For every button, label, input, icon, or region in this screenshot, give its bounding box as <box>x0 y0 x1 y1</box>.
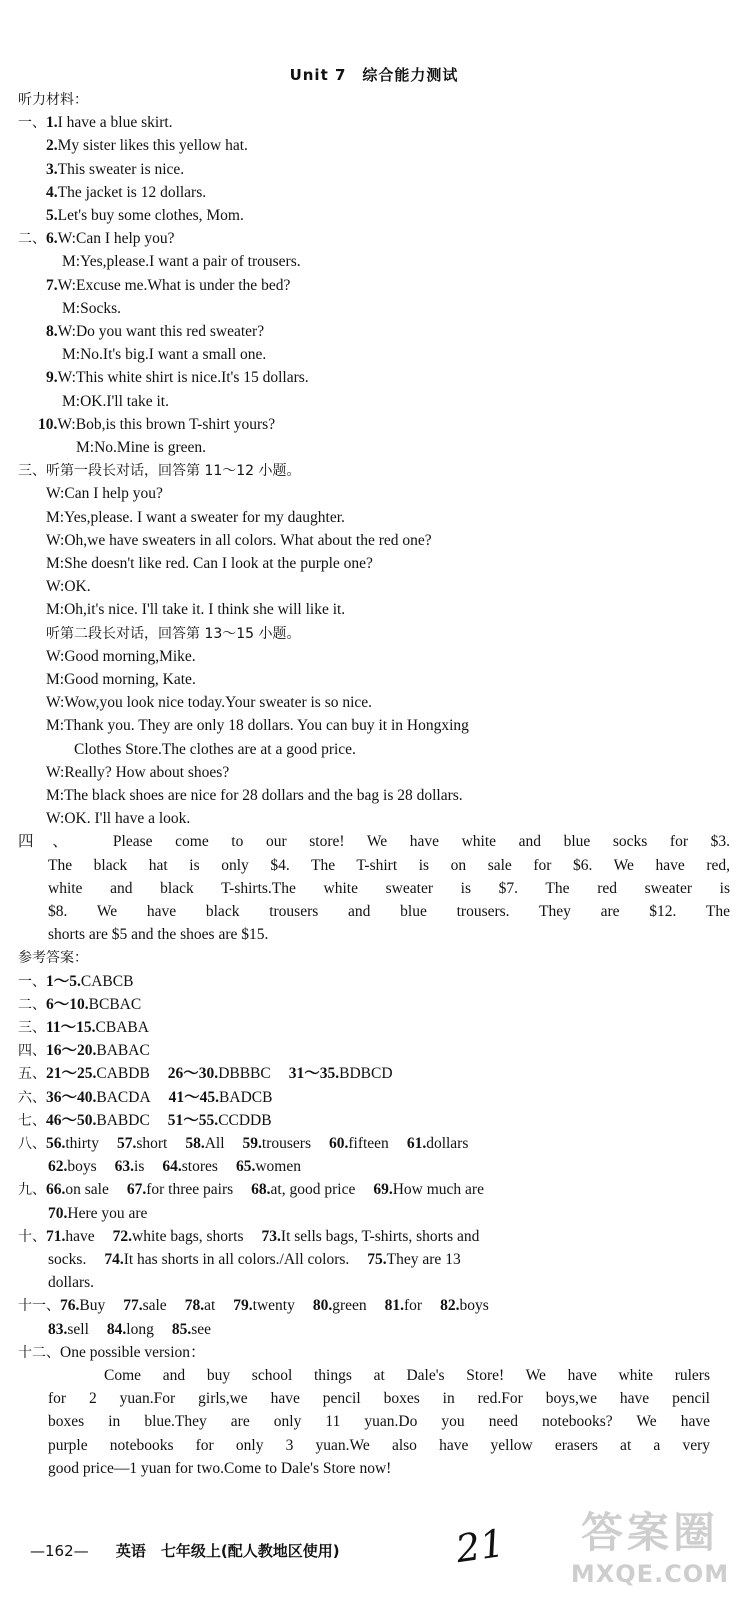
answer-item <box>18 1041 46 1061</box>
answer-text: at, good price <box>270 1181 356 1199</box>
listening-line <box>46 786 463 806</box>
listening-line <box>46 693 372 713</box>
item-number: 1. <box>46 114 58 132</box>
listening-line <box>46 716 469 736</box>
answer-text: thirty <box>65 1135 99 1152</box>
answer-item <box>18 995 46 1015</box>
answer-item <box>18 1088 46 1108</box>
listening-line <box>46 554 373 574</box>
answer-item <box>185 1296 216 1316</box>
answer-item <box>169 1088 273 1108</box>
answer-line <box>48 1273 94 1293</box>
answer-item <box>46 1064 150 1084</box>
item-number: 8. <box>46 323 58 340</box>
listening-text: M:Good morning, Kate. <box>46 671 196 688</box>
passage-line: white and black T-shirts.The white sweater is $7. The red sweater is <box>48 879 730 897</box>
item-number: 69. <box>373 1181 393 1199</box>
item-number: 72. <box>112 1227 133 1245</box>
item-number: 56. <box>46 1135 66 1152</box>
answer-item <box>48 1250 86 1270</box>
answer-text: How much are <box>392 1181 484 1199</box>
answer-item <box>18 1018 46 1038</box>
essay-line: purple notebooks for only 3 yuan.We also have yellow erasers at a very <box>48 1436 710 1454</box>
answer-item <box>18 1343 206 1363</box>
answer-item <box>46 1134 99 1154</box>
item-number: 79. <box>233 1297 253 1315</box>
answer-item <box>107 1320 154 1340</box>
answer-text: on sale <box>65 1181 109 1199</box>
essay-line: Come and buy school things at Dale's Store! We have white rulers <box>104 1367 710 1384</box>
item-number: 16～20. <box>46 1042 97 1060</box>
answer-item <box>46 1088 151 1108</box>
item-number: 67. <box>126 1181 147 1199</box>
answer-text: sell <box>67 1320 89 1338</box>
answer-text: BACDA <box>96 1088 151 1106</box>
item-number: 60. <box>328 1135 349 1152</box>
listening-line <box>46 206 244 226</box>
item-number: 59. <box>242 1135 262 1152</box>
answer-line <box>18 995 141 1015</box>
answer-line <box>18 1064 393 1084</box>
answer-line <box>48 1250 461 1270</box>
listening-text: 听第一段长对话，回答第 11～12 小题。 <box>46 463 301 480</box>
listening-text: I have a blue skirt. <box>57 114 173 132</box>
answer-item <box>113 1227 244 1247</box>
section-marker: 八、 <box>18 1136 46 1152</box>
item-number: 81. <box>384 1297 404 1315</box>
answer-text: BDBCD <box>339 1065 393 1083</box>
answer-line <box>18 1343 206 1363</box>
listening-line <box>46 763 229 783</box>
item-number: 76. <box>60 1297 80 1315</box>
section-marker: 十、 <box>18 1228 46 1245</box>
answer-line <box>18 1296 489 1316</box>
book-info: 英语 七年级上(配人教地区使用) <box>115 1542 340 1560</box>
watermark-text: 答案圈 <box>580 1508 719 1557</box>
listening-text: M:Thank you. They are only 18 dollars. You can buy it in Hongxing <box>46 717 469 735</box>
answer-line <box>18 1111 272 1131</box>
section-marker: 一、 <box>18 115 46 132</box>
listening-line <box>18 229 175 249</box>
item-number: 21～25. <box>46 1065 97 1083</box>
answer-item <box>367 1250 460 1270</box>
item-number: 41～45. <box>168 1088 220 1106</box>
item-number: 61. <box>406 1135 427 1152</box>
item-number: 2. <box>46 137 58 155</box>
item-number: 31～35. <box>288 1065 340 1083</box>
item-number: 46～50. <box>46 1111 97 1129</box>
listening-text: M:Oh,it's nice. I'll take it. I think she will like it. <box>46 601 346 619</box>
listening-text: M:Socks. <box>62 299 121 317</box>
listening-line <box>46 600 345 620</box>
answer-text: It has shorts in all colors./All colors. <box>123 1251 350 1268</box>
listening-line <box>46 136 248 156</box>
answer-item <box>289 1064 393 1084</box>
item-number: 58. <box>185 1135 205 1152</box>
passage-line: shorts are $5 and the shoes are $15. <box>48 926 269 944</box>
item-number: 64. <box>162 1158 182 1176</box>
answer-item <box>127 1180 233 1200</box>
listening-line <box>62 299 121 319</box>
answer-line <box>18 1088 272 1108</box>
item-number: 10. <box>38 415 58 433</box>
item-number: 51～55. <box>167 1111 219 1129</box>
answer-text: BABDC <box>96 1111 150 1129</box>
item-number: 85. <box>171 1320 192 1338</box>
answer-item <box>162 1157 218 1177</box>
answer-item <box>18 1227 46 1247</box>
answer-text: Here you are <box>67 1204 148 1222</box>
handwritten-number: 21 <box>453 1520 508 1572</box>
answer-text: short <box>136 1135 168 1152</box>
item-number: 6～10. <box>46 995 89 1013</box>
listening-line <box>62 252 301 272</box>
answer-line <box>18 1134 468 1154</box>
answer-item <box>60 1296 105 1316</box>
listening-text: M:Yes,please.I want a pair of trousers. <box>62 253 301 271</box>
answer-text: boys <box>67 1158 97 1176</box>
answer-item <box>18 1180 46 1200</box>
answer-item <box>48 1273 94 1293</box>
item-number: 36～40. <box>46 1088 97 1106</box>
listening-text: 听第二段长对话，回答第 13～15 小题。 <box>46 625 301 642</box>
listening-text: W:Bob,is this brown T-shirt yours? <box>57 415 276 433</box>
answer-item <box>233 1296 295 1316</box>
section-marker: 二、 <box>18 231 46 248</box>
answer-line <box>18 972 133 992</box>
listening-line <box>46 368 309 388</box>
listening-line <box>74 740 356 760</box>
page-title: Unit 7 综合能力测试 <box>289 66 459 84</box>
passage-line: $8. We have black trousers and blue trousers. They are $12. The <box>48 903 730 920</box>
answer-item <box>48 1320 89 1340</box>
answer-item <box>46 1111 150 1131</box>
item-number: 80. <box>312 1297 333 1315</box>
answer-text: CBABA <box>95 1019 149 1036</box>
item-number: 84. <box>106 1320 127 1338</box>
item-number: 78. <box>184 1297 205 1315</box>
answer-text: BABAC <box>96 1042 150 1060</box>
listening-text: M:The black shoes are nice for 28 dollars and the bag is 28 dollars. <box>46 787 463 804</box>
answer-text: Buy <box>79 1297 106 1315</box>
listening-text: M:She doesn't like red. Can I look at the purple one? <box>46 555 373 572</box>
answer-text: dollars. <box>48 1274 95 1292</box>
listening-text: The jacket is 12 dollars. <box>57 183 207 201</box>
listening-text: W:Do you want this red sweater? <box>57 323 265 340</box>
item-number: 1～5. <box>46 972 81 990</box>
answer-line <box>48 1320 211 1340</box>
item-number: 74. <box>104 1251 124 1268</box>
item-number: 6. <box>46 230 58 248</box>
item-number: 11～15. <box>46 1019 96 1036</box>
listening-text: W:OK. <box>46 578 91 596</box>
listening-text: W:Can I help you? <box>46 485 163 503</box>
answer-text: DBBBC <box>218 1065 271 1083</box>
answer-text: boys <box>459 1297 489 1315</box>
answer-text: green <box>332 1297 367 1315</box>
answer-item <box>373 1180 484 1200</box>
answer-text: at <box>204 1297 216 1315</box>
listening-line <box>46 647 196 667</box>
listening-text: W:Wow,you look nice today.Your sweater is so nice. <box>46 694 373 712</box>
listening-line <box>18 461 301 481</box>
section-marker: 二、 <box>18 996 46 1013</box>
item-number: 62. <box>48 1158 68 1176</box>
section-marker: 五、 <box>18 1066 46 1083</box>
listening-line <box>62 392 169 412</box>
listening-text: W:OK. I'll have a look. <box>46 810 191 828</box>
answer-text: is <box>134 1158 145 1176</box>
item-number: 4. <box>46 183 58 201</box>
answer-item <box>243 1134 311 1154</box>
answer-text: have <box>65 1227 95 1245</box>
item-number: 7. <box>46 276 58 294</box>
answer-text: BADCB <box>219 1088 273 1106</box>
listening-text: M:Yes,please. I want a sweater for my daughter. <box>46 508 345 526</box>
section-marker: 九、 <box>18 1182 46 1199</box>
listening-text: W:Oh,we have sweaters in all colors. What about the red one? <box>46 531 432 549</box>
answer-item <box>329 1134 389 1154</box>
listening-text: M:No.Mine is green. <box>76 439 207 456</box>
section-marker: 四、 <box>18 1043 46 1060</box>
answer-text: sale <box>142 1297 167 1315</box>
answer-item <box>46 1018 149 1038</box>
item-number: 63. <box>114 1158 135 1176</box>
item-number: 3. <box>46 160 58 178</box>
item-number: 26～30. <box>167 1065 219 1083</box>
answer-text: white bags, shorts <box>132 1227 244 1245</box>
answer-text: It sells bags, T-shirts, shorts and <box>280 1227 480 1245</box>
listening-line <box>46 809 190 829</box>
listening-text: W:Can I help you? <box>57 230 175 248</box>
answer-line <box>18 1180 484 1200</box>
answer-item <box>46 995 141 1015</box>
item-number: 57. <box>116 1135 137 1152</box>
listening-line <box>46 508 345 528</box>
answer-item <box>18 1064 46 1084</box>
answer-text: women <box>255 1158 301 1176</box>
essay-line: good price—1 yuan for two.Come to Dale's Store now! <box>48 1459 392 1477</box>
listening-line <box>46 322 264 342</box>
answer-item <box>262 1227 480 1247</box>
listening-line <box>18 113 173 133</box>
answer-line <box>18 1227 479 1247</box>
section-marker: 三、 <box>18 1020 46 1036</box>
answer-item <box>115 1157 145 1177</box>
listening-text: This sweater is nice. <box>57 160 185 178</box>
listening-line <box>46 577 91 597</box>
answer-item <box>18 972 46 992</box>
watermark-logo <box>560 1500 740 1596</box>
listening-text: M:No.It's big.I want a small one. <box>62 346 267 364</box>
listening-text: Clothes Store.The clothes are at a good price. <box>74 740 356 758</box>
listening-line <box>46 670 196 690</box>
answer-text: CCDDB <box>218 1111 272 1129</box>
item-number: 68. <box>251 1181 271 1199</box>
item-number: 65. <box>235 1158 256 1176</box>
answer-text: for <box>404 1297 423 1315</box>
item-number: 83. <box>48 1320 68 1338</box>
item-number: 73. <box>261 1227 281 1245</box>
answer-text: One possible version： <box>60 1343 206 1361</box>
answer-text: twenty <box>252 1297 295 1315</box>
answer-item <box>313 1296 367 1316</box>
answer-text: BCBAC <box>88 995 142 1013</box>
listening-line <box>46 484 163 504</box>
listening-heading: 听力材料： <box>18 92 88 108</box>
section-marker: 六、 <box>18 1089 46 1106</box>
page-footer <box>30 1540 340 1561</box>
answer-item <box>236 1157 301 1177</box>
answer-item <box>172 1320 211 1340</box>
section-marker: 一、 <box>18 973 46 990</box>
item-number: 9. <box>46 369 58 387</box>
answer-text: dollars <box>426 1135 469 1152</box>
answer-text: CABCB <box>80 972 134 990</box>
answer-item <box>385 1296 422 1316</box>
item-number: 70. <box>48 1204 68 1222</box>
answer-line <box>48 1157 301 1177</box>
answer-item <box>123 1296 166 1316</box>
item-number: 71. <box>46 1227 66 1245</box>
listening-line <box>76 438 206 458</box>
section-marker: 七、 <box>18 1112 46 1129</box>
answer-line <box>18 1041 150 1061</box>
answer-text: CABDB <box>96 1065 150 1083</box>
answer-item <box>18 1134 46 1154</box>
answer-item <box>407 1134 469 1154</box>
answer-text: for three pairs <box>146 1181 234 1199</box>
item-number: 66. <box>46 1181 66 1199</box>
listening-text: My sister likes this yellow hat. <box>57 137 248 155</box>
answer-item <box>46 972 133 992</box>
item-number: 77. <box>123 1297 143 1315</box>
answer-text: All <box>204 1135 225 1152</box>
section-marker: 十二、 <box>18 1344 60 1361</box>
listening-text: W:Really? How about shoes? <box>46 763 230 781</box>
answer-item <box>48 1157 97 1177</box>
answers-heading: 参考答案： <box>18 950 88 967</box>
watermark-url: MXQE.COM <box>570 1560 730 1588</box>
answer-item <box>18 1296 60 1316</box>
answer-item <box>440 1296 489 1316</box>
answer-text: see <box>191 1320 212 1338</box>
listening-line <box>62 345 266 365</box>
listening-line <box>46 624 301 644</box>
answer-text: stores <box>181 1158 218 1176</box>
answer-item <box>251 1180 355 1200</box>
listening-text: W:This white shirt is nice.It's 15 dollars. <box>57 369 309 387</box>
answer-item <box>168 1064 271 1084</box>
essay-line: for 2 yuan.For girls,we have pencil boxes in red.For boys,we have pencil <box>48 1390 710 1408</box>
passage-line: The black hat is only $4. The T-shirt is on sale for $6. We have red, <box>48 856 730 874</box>
answer-item <box>46 1227 95 1247</box>
answer-text: They are 13 <box>386 1251 461 1268</box>
listening-text: W:Good morning,Mike. <box>46 647 196 665</box>
answer-item <box>117 1134 167 1154</box>
listening-line <box>46 183 206 203</box>
answer-text: fifteen <box>348 1135 389 1152</box>
listening-line <box>38 415 275 435</box>
answer-line <box>18 1018 149 1038</box>
listening-line <box>46 276 290 296</box>
answer-text: long <box>126 1320 154 1338</box>
answer-item <box>46 1041 150 1061</box>
essay-line: boxes in blue.They are only 11 yuan.Do you need notebooks? We have <box>48 1413 710 1431</box>
answer-item <box>48 1204 147 1224</box>
listening-text: Let's buy some clothes, Mom. <box>57 207 244 224</box>
passage-line: 四、 Please come to our store! We have white and blue socks for $3. <box>18 833 730 851</box>
section-marker: 三、 <box>18 463 46 480</box>
page-number: —162— <box>30 1542 89 1560</box>
answer-line <box>48 1204 147 1224</box>
answer-item <box>104 1250 349 1270</box>
listening-line <box>46 160 184 180</box>
answer-item <box>168 1111 272 1131</box>
listening-line <box>46 531 432 551</box>
listening-text: M:OK.I'll take it. <box>62 392 169 410</box>
answer-item <box>46 1180 109 1200</box>
section-marker: 十一、 <box>18 1298 60 1315</box>
answer-item <box>185 1134 224 1154</box>
answer-item <box>18 1111 46 1131</box>
answer-text: socks. <box>48 1251 87 1268</box>
item-number: 5. <box>46 207 58 224</box>
listening-text: W:Excuse me.What is under the bed? <box>57 276 291 294</box>
item-number: 75. <box>367 1251 387 1268</box>
item-number: 82. <box>440 1297 460 1315</box>
answer-text: trousers <box>261 1135 311 1152</box>
